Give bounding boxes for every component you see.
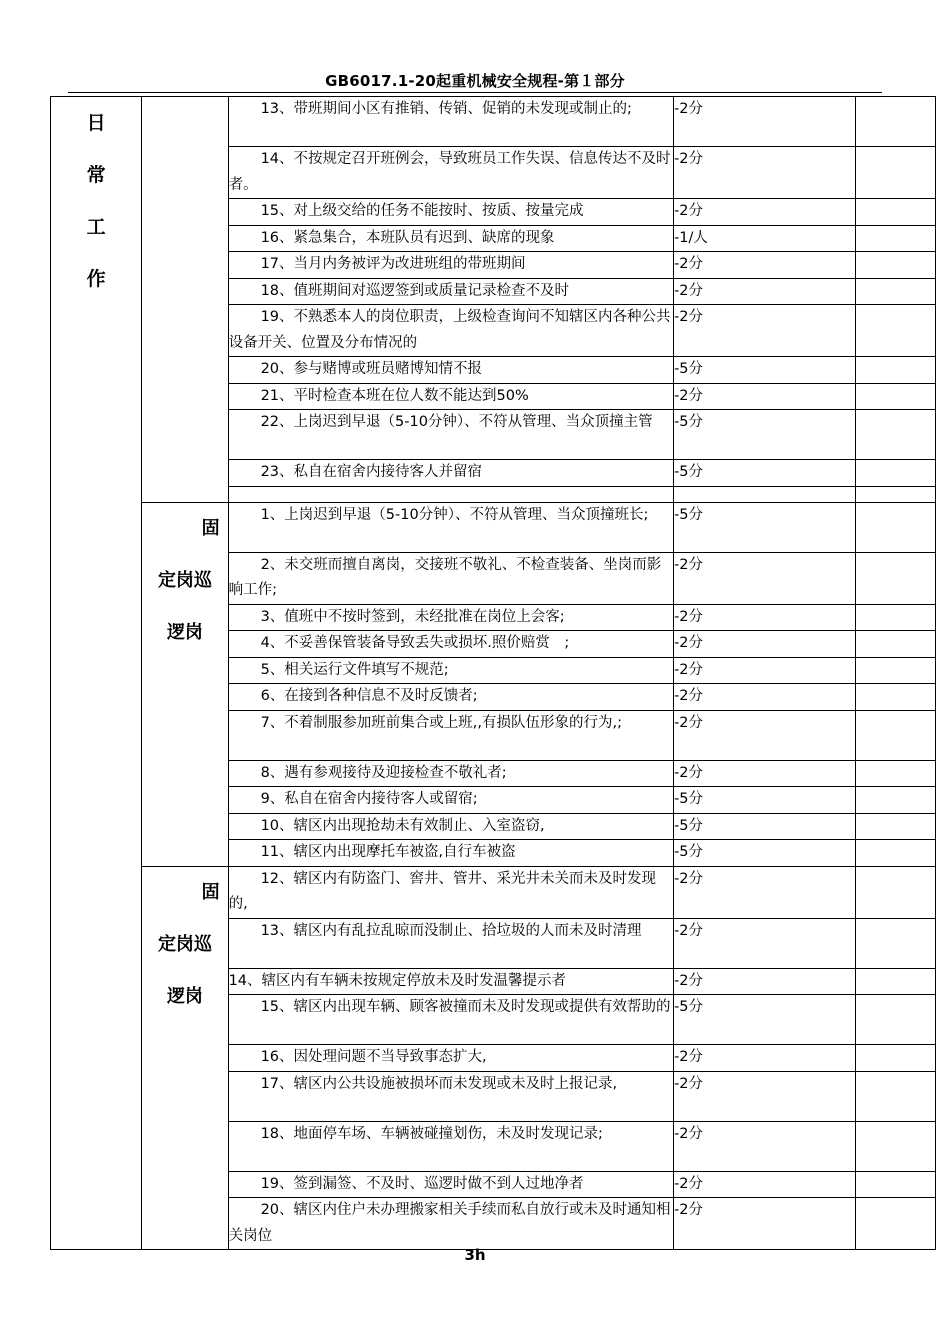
rule-text: 8、遇有参观接待及迎接检查不敬礼者; (260, 764, 507, 781)
deduction-value: -5分 (674, 361, 704, 377)
remark-cell (855, 631, 935, 658)
deduction-cell (674, 760, 856, 787)
deduction-value: -2分 (674, 608, 704, 625)
deduction-value: -5分 (674, 999, 704, 1015)
subcategory-line: 固 (201, 517, 220, 539)
rule-text-cell (228, 278, 674, 305)
category-char: 常 (86, 164, 106, 186)
rule-text: 2、未交班而擅自离岗，交接班不敬礼、不检查装备、坐岗而影响工作; (228, 556, 662, 598)
rule-text-cell (228, 995, 674, 1045)
rule-text: 20、辖区内住户未办理搬家相关手续而私自放行或未及时通知相关岗位 (228, 1202, 671, 1244)
deduction-value: -5分 (674, 506, 704, 523)
remark-cell (855, 995, 935, 1045)
deduction-value: -2分 (674, 203, 704, 219)
deduction-cell (674, 252, 856, 279)
deduction-cell (674, 225, 856, 252)
rule-text-cell (228, 252, 674, 279)
rule-text: 1、上岗迟到早退（5-10分钟）、不符从管理、当众顶撞班长; (260, 506, 649, 523)
deduction-value: -2分 (674, 972, 704, 989)
deduction-value: -2分 (674, 556, 704, 573)
deduction-cell (674, 968, 856, 995)
page-number: 3h (464, 1246, 486, 1264)
remark-cell (855, 383, 935, 410)
remark-cell (855, 305, 935, 357)
deduction-cell (674, 1045, 856, 1072)
rule-text-cell (228, 460, 674, 487)
remark-cell (855, 604, 935, 631)
rule-text: 7、不着制服参加班前集合或上班,,有损队伍形象的行为,; (260, 714, 623, 731)
subcategory-line: 定岗巡 (157, 933, 212, 955)
subcategory-label (142, 867, 227, 1023)
rule-text: 14、不按规定召开班例会，导致班员工作失误、信息传达不及时者。 (228, 151, 671, 193)
remark-cell (855, 657, 935, 684)
deduction-value: -2分 (674, 1125, 704, 1142)
deduction-cell (674, 1198, 856, 1250)
deduction-cell (674, 866, 856, 918)
category-label (51, 97, 141, 305)
rule-text-cell (228, 684, 674, 711)
rule-text: 9、私自在宿舍内接待客人或留宿; (260, 791, 478, 807)
rule-text: 17、当月内务被评为改进班组的带班期间 (260, 256, 526, 272)
rule-text: 17、辖区内公共设施被损坏而未发现或未及时上报记录, (260, 1075, 618, 1092)
remark-cell (855, 552, 935, 604)
deduction-cell (674, 486, 856, 502)
rule-text-cell (228, 604, 674, 631)
deduction-value: -2分 (674, 1202, 704, 1218)
deduction-cell (674, 840, 856, 867)
remark-cell (855, 918, 935, 968)
deduction-cell (674, 552, 856, 604)
rule-text-cell (228, 866, 674, 918)
rule-text-cell (228, 787, 674, 814)
deduction-cell (674, 604, 856, 631)
deduction-cell (674, 657, 856, 684)
deduction-value: -2分 (674, 714, 704, 731)
rule-text-cell (228, 1121, 674, 1171)
deduction-value: -5分 (674, 791, 704, 807)
header-rule (68, 92, 882, 93)
rule-text: 23、私自在宿舍内接待客人并留宿 (260, 464, 483, 480)
rule-text-cell (228, 813, 674, 840)
rule-text-cell (228, 199, 674, 226)
remark-cell (855, 486, 935, 502)
remark-cell (855, 760, 935, 787)
rule-text: 4、不妥善保管装备导致丢失或损坏.照价赔赏 ; (260, 635, 570, 651)
deduction-cell (674, 918, 856, 968)
deduction-cell (674, 684, 856, 711)
rule-text: 6、在接到各种信息不及时反馈者; (260, 688, 478, 704)
remark-cell (855, 147, 935, 199)
rule-text-cell (228, 383, 674, 410)
rule-text: 22、上岗迟到早退（5-10分钟）、不符从管理、当众顶撞主管 (260, 414, 653, 430)
remark-cell (855, 866, 935, 918)
subcategory-line: 定岗巡 (157, 569, 212, 591)
rule-text-cell (228, 1071, 674, 1121)
deduction-value: -5分 (674, 414, 704, 430)
page-header: GB6017.1-20起重机械安全规程-第１部分 (325, 72, 625, 90)
deduction-value: -2分 (674, 151, 704, 167)
remark-cell (855, 502, 935, 552)
rule-text: 20、参与赌博或班员赌博知情不报 (260, 361, 483, 377)
deduction-cell (674, 631, 856, 658)
deduction-cell (674, 383, 856, 410)
deduction-value: -2分 (674, 688, 704, 704)
rule-text-cell (228, 1045, 674, 1072)
deduction-cell (674, 278, 856, 305)
subcategory-label (142, 503, 227, 659)
rule-text: 13、带班期间小区有推销、传销、促销的未发现或制止的; (260, 101, 632, 117)
table-row (51, 97, 936, 147)
rule-text: 15、对上级交给的任务不能按时、按质、按量完成 (260, 203, 584, 219)
remark-cell (855, 787, 935, 814)
rule-text: 18、值班期间对巡逻签到或质量记录检查不及时 (260, 282, 570, 299)
remark-cell (855, 225, 935, 252)
deduction-value: -2分 (674, 256, 704, 272)
rule-text-cell (228, 97, 674, 147)
remark-cell (855, 813, 935, 840)
deduction-cell (674, 995, 856, 1045)
rule-text: 19、签到漏签、不及时、巡逻时做不到人过地净者 (260, 1175, 584, 1192)
rule-text-cell (228, 410, 674, 460)
remark-cell (855, 252, 935, 279)
rule-text-cell (228, 710, 674, 760)
category-char: 日 (86, 112, 106, 134)
deduction-value: -2分 (674, 661, 704, 678)
rule-text-cell (228, 147, 674, 199)
rule-text-cell (228, 357, 674, 384)
rule-text-cell (228, 631, 674, 658)
deduction-value: -2分 (674, 635, 704, 651)
remark-cell (855, 199, 935, 226)
rule-text-cell (228, 225, 674, 252)
rule-text: 18、地面停车场、车辆被碰撞划伤，未及时发现记录; (260, 1125, 603, 1142)
deduction-cell (674, 1071, 856, 1121)
rule-text: 21、平时检查本班在位人数不能达到50% (260, 387, 529, 404)
deduction-value: -5分 (674, 844, 704, 860)
deduction-cell (674, 357, 856, 384)
deduction-value: -5分 (674, 464, 704, 480)
rule-text-cell (228, 968, 674, 995)
rule-text: 15、辖区内出现车辆、顾客被撞而未及时发现或提供有效帮助的 (260, 999, 671, 1015)
table-row (51, 502, 936, 552)
category-char: 工 (86, 216, 106, 238)
deduction-value: -2分 (674, 764, 704, 781)
rule-text-cell (228, 918, 674, 968)
remark-cell (855, 410, 935, 460)
deduction-cell (674, 787, 856, 814)
deduction-value: -1/人 (674, 229, 708, 246)
category-char: 作 (86, 268, 106, 290)
remark-cell (855, 840, 935, 867)
deduction-cell (674, 97, 856, 147)
subcategory-line: 逻岗 (166, 621, 203, 643)
deduction-cell (674, 1171, 856, 1198)
deduction-cell (674, 710, 856, 760)
rule-text-cell (228, 305, 674, 357)
category-cell (51, 97, 142, 1250)
deduction-cell (674, 502, 856, 552)
rule-text-cell (228, 552, 674, 604)
rule-text: 11、辖区内出现摩托车被盗,自行车被盗 (260, 844, 516, 860)
deduction-value: -2分 (674, 387, 704, 404)
remark-cell (855, 1121, 935, 1171)
subcategory-line: 逻岗 (166, 985, 203, 1007)
rule-text-cell (228, 1198, 674, 1250)
deduction-value: -2分 (674, 101, 704, 117)
rule-text: 10、辖区内出现抢劫未有效制止、入室盗窃, (260, 817, 545, 834)
rule-text: 14、辖区内有车辆未按规定停放未及时发温馨提示者 (228, 972, 567, 989)
deduction-cell (674, 410, 856, 460)
rule-text-cell (228, 840, 674, 867)
rule-text-cell (228, 1171, 674, 1198)
deduction-cell (674, 147, 856, 199)
remark-cell (855, 357, 935, 384)
deduction-cell (674, 199, 856, 226)
rule-text: 16、因处理问题不当导致事态扩大, (260, 1049, 487, 1065)
remark-cell (855, 278, 935, 305)
deduction-value: -2分 (674, 922, 704, 939)
deduction-value: -2分 (674, 282, 704, 299)
remark-cell (855, 684, 935, 711)
remark-cell (855, 460, 935, 487)
subcategory-cell (142, 502, 228, 866)
deduction-value: -2分 (674, 1175, 704, 1192)
deduction-value: -2分 (674, 870, 704, 887)
rule-text: 12、辖区内有防盗门、窖井、管井、采光井未关而未及时发现的, (228, 870, 657, 912)
rule-text: 3、值班中不按时签到，未经批准在岗位上会客; (260, 608, 565, 625)
deduction-value: -2分 (674, 1075, 704, 1092)
deduction-cell (674, 305, 856, 357)
remark-cell (855, 1198, 935, 1250)
remark-cell (855, 968, 935, 995)
subcategory-line: 固 (201, 881, 220, 903)
penalty-table (50, 96, 936, 1250)
deduction-cell (674, 813, 856, 840)
deduction-value: -5分 (674, 817, 704, 834)
remark-cell (855, 1171, 935, 1198)
remark-cell (855, 1071, 935, 1121)
rule-text: 19、不熟悉本人的岗位职责，上级检查询问不知辖区内各种公共设备开关、位置及分布情况的 (228, 309, 671, 351)
remark-cell (855, 1045, 935, 1072)
remark-cell (855, 710, 935, 760)
remark-cell (855, 97, 935, 147)
rule-text-cell (228, 657, 674, 684)
deduction-value: -2分 (674, 1049, 704, 1065)
rule-text-cell (228, 486, 674, 502)
table-row (51, 866, 936, 918)
rule-text-cell (228, 760, 674, 787)
deduction-cell (674, 460, 856, 487)
subcategory-cell (142, 97, 228, 503)
rule-text: 13、辖区内有乱拉乱晾而没制止、拾垃圾的人而未及时清理 (260, 922, 642, 939)
deduction-cell (674, 1121, 856, 1171)
deduction-value: -2分 (674, 309, 704, 325)
rule-text: 16、紧急集合，本班队员有迟到、缺席的现象 (260, 229, 555, 246)
subcategory-cell (142, 866, 228, 1250)
rule-text: 5、相关运行文件填写不规范; (260, 661, 449, 678)
rule-text-cell (228, 502, 674, 552)
